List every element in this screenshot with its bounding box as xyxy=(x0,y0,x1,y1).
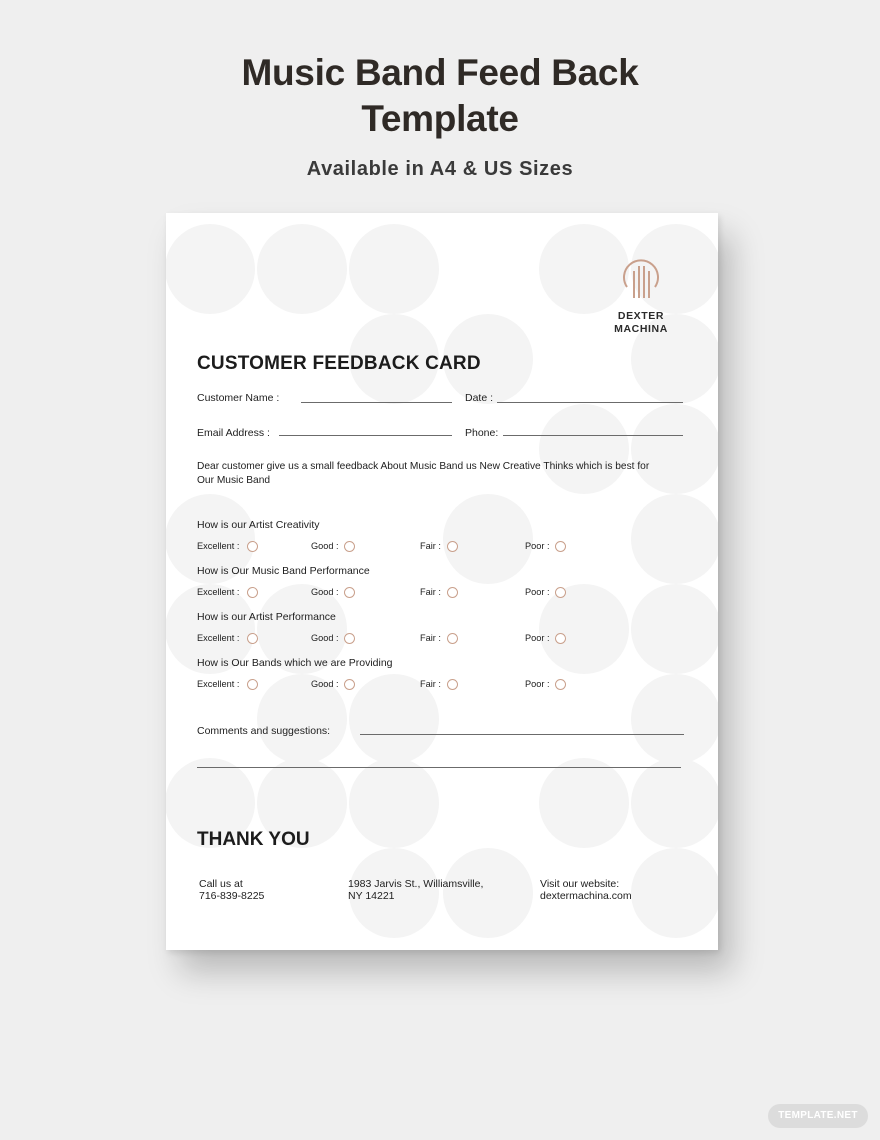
option-fair-label: Fair : xyxy=(420,633,441,643)
q1-fair-radio[interactable] xyxy=(447,541,458,552)
option-excellent-label: Excellent : xyxy=(197,679,240,689)
q4-fair-radio[interactable] xyxy=(447,679,458,690)
q1-excellent-radio[interactable] xyxy=(247,541,258,552)
brand-name-line-1: DEXTER xyxy=(617,310,665,322)
footer-website-url: dextermachina.com xyxy=(540,890,632,902)
date-input-line[interactable] xyxy=(497,402,683,403)
customer-name-input-line[interactable] xyxy=(301,402,452,403)
footer-website xyxy=(540,878,632,902)
option-fair-label: Fair : xyxy=(420,541,441,551)
option-fair-label: Fair : xyxy=(420,587,441,597)
question-3: How is our Artist Performance xyxy=(197,611,336,623)
footer-call-label: Call us at xyxy=(199,878,243,890)
intro-text: Dear customer give us a small feedback About Music Band us New Creative Thinks which is best for Our Music Band xyxy=(197,461,650,486)
page-title xyxy=(0,50,880,142)
date-label: Date : xyxy=(465,392,494,404)
footer-address xyxy=(348,878,483,902)
template-net-watermark: TEMPLATE.NET xyxy=(768,1104,868,1128)
q4-poor-radio[interactable] xyxy=(555,679,566,690)
option-poor-label: Poor : xyxy=(525,679,550,689)
option-poor-label: Poor : xyxy=(525,541,550,551)
brand-name-line-2: MACHINA xyxy=(614,323,668,335)
option-good-label: Good : xyxy=(311,587,339,597)
phone-label: Phone: xyxy=(465,427,499,439)
footer-website-label: Visit our website: xyxy=(540,878,620,890)
footer-address-line-1: 1983 Jarvis St., Williamsville, xyxy=(348,878,484,890)
comments-input-line-2[interactable] xyxy=(197,767,681,768)
option-good-label: Good : xyxy=(311,541,339,551)
option-excellent-label: Excellent : xyxy=(197,587,240,597)
q3-good-radio[interactable] xyxy=(344,633,355,644)
question-4: How is Our Bands which we are Providing xyxy=(197,657,393,669)
option-good-label: Good : xyxy=(311,633,339,643)
phone-input-line[interactable] xyxy=(503,435,683,436)
q4-excellent-radio[interactable] xyxy=(247,679,258,690)
option-fair-label: Fair : xyxy=(420,679,441,689)
harp-circle-icon xyxy=(621,257,661,301)
q1-good-radio[interactable] xyxy=(344,541,355,552)
q2-poor-radio[interactable] xyxy=(555,587,566,598)
question-2: How is Our Music Band Performance xyxy=(197,565,370,577)
footer-phone: 716-839-8225 xyxy=(199,890,265,902)
feedback-card-sheet xyxy=(166,213,718,950)
q4-good-radio[interactable] xyxy=(344,679,355,690)
customer-name-label: Customer Name : xyxy=(197,392,280,404)
brand-logo xyxy=(606,257,676,336)
q3-excellent-radio[interactable] xyxy=(247,633,258,644)
thank-you-heading: THANK YOU xyxy=(197,829,310,850)
option-poor-label: Poor : xyxy=(525,633,550,643)
footer-address-line-2: NY 14221 xyxy=(348,890,395,902)
comments-input-line-1[interactable] xyxy=(360,734,684,735)
option-poor-label: Poor : xyxy=(525,587,550,597)
card-title: CUSTOMER FEEDBACK CARD xyxy=(197,353,481,374)
page-subtitle: Available in A4 & US Sizes xyxy=(306,158,574,180)
email-address-label: Email Address : xyxy=(197,427,270,439)
brand-name xyxy=(606,310,676,336)
option-excellent-label: Excellent : xyxy=(197,633,240,643)
q1-poor-radio[interactable] xyxy=(555,541,566,552)
q2-excellent-radio[interactable] xyxy=(247,587,258,598)
page-title-line-2: Template xyxy=(361,98,519,139)
comments-label: Comments and suggestions: xyxy=(197,725,331,737)
q3-fair-radio[interactable] xyxy=(447,633,458,644)
q2-fair-radio[interactable] xyxy=(447,587,458,598)
footer-contact xyxy=(199,878,264,902)
page-title-line-1: Music Band Feed Back xyxy=(241,52,639,93)
option-good-label: Good : xyxy=(311,679,339,689)
q2-good-radio[interactable] xyxy=(344,587,355,598)
question-1: How is our Artist Creativity xyxy=(197,519,320,531)
q3-poor-radio[interactable] xyxy=(555,633,566,644)
email-address-input-line[interactable] xyxy=(279,435,452,436)
option-excellent-label: Excellent : xyxy=(197,541,240,551)
